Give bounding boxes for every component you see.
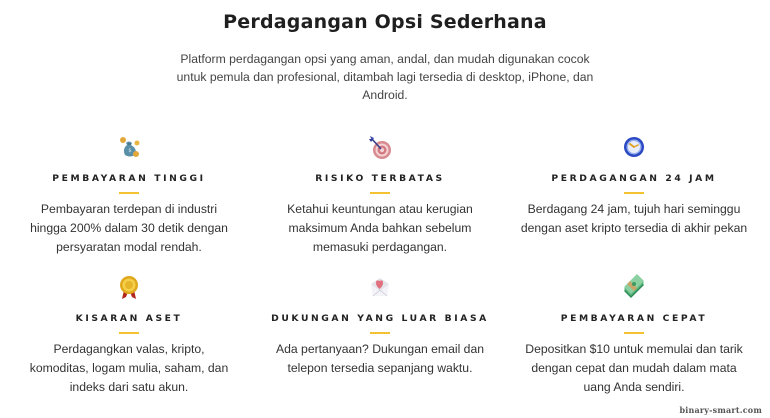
feature-description: Depositkan $10 untuk memulai dan tarik dengan cepat dan mudah dalam mata uang Anda sendiri. [525, 342, 743, 394]
section-title: Perdagangan Opsi Sederhana [223, 11, 547, 33]
accent-divider [119, 192, 139, 194]
feature-fast-payout [509, 274, 759, 397]
money-bag-icon [116, 134, 142, 160]
section-subtitle: Platform perdagangan opsi yang aman, andal, dan mudah digunakan cocok untuk pemula dan profesional, ditambah lagi tersedia di desktop, iPhone, dan Android. [176, 52, 594, 102]
dart-target-icon [367, 134, 393, 160]
feature-heading: PEMBAYARAN TINGGI [52, 173, 206, 184]
cash-stack-icon [621, 274, 647, 300]
feature-description: Berdagang 24 jam, tujuh hari seminggu dengan aset kripto tersedia di akhir pekan [520, 202, 748, 235]
svg-text:$: $ [128, 148, 132, 154]
clock-icon [621, 134, 647, 160]
feature-limited-risk [255, 134, 505, 257]
feature-heading: RISIKO TERBATAS [315, 173, 445, 184]
accent-divider [624, 192, 644, 194]
feature-description: Ada pertanyaan? Dukungan email dan telepon tersedia sepanjang waktu. [275, 342, 484, 375]
feature-heading: PEMBAYARAN CEPAT [560, 313, 708, 324]
feature-support [255, 274, 505, 378]
feature-heading: KISARAN ASET [75, 313, 183, 324]
envelope-heart-icon [367, 274, 393, 300]
watermark: binary-smart.com [679, 405, 762, 415]
medal-icon [116, 274, 142, 300]
feature-high-payout [4, 134, 254, 257]
feature-heading: PERDAGANGAN 24 JAM [551, 173, 717, 184]
feature-description: Pembayaran terdepan di industri hingga 200% dalam 30 detik dengan persyaratan modal rendah. [30, 202, 228, 254]
accent-divider [119, 332, 139, 334]
accent-divider [370, 332, 390, 334]
accent-divider [370, 192, 390, 194]
feature-heading: DUKUNGAN YANG LUAR BIASA [271, 313, 489, 324]
feature-description: Perdagangkan valas, kripto, komoditas, logam mulia, saham, dan indeks dari satu akun. [29, 342, 229, 394]
feature-asset-range [4, 274, 254, 397]
accent-divider [624, 332, 644, 334]
feature-description: Ketahui keuntungan atau kerugian maksimum Anda bahkan sebelum memasuki perdagangan. [287, 202, 473, 254]
feature-24h-trading [509, 134, 759, 238]
